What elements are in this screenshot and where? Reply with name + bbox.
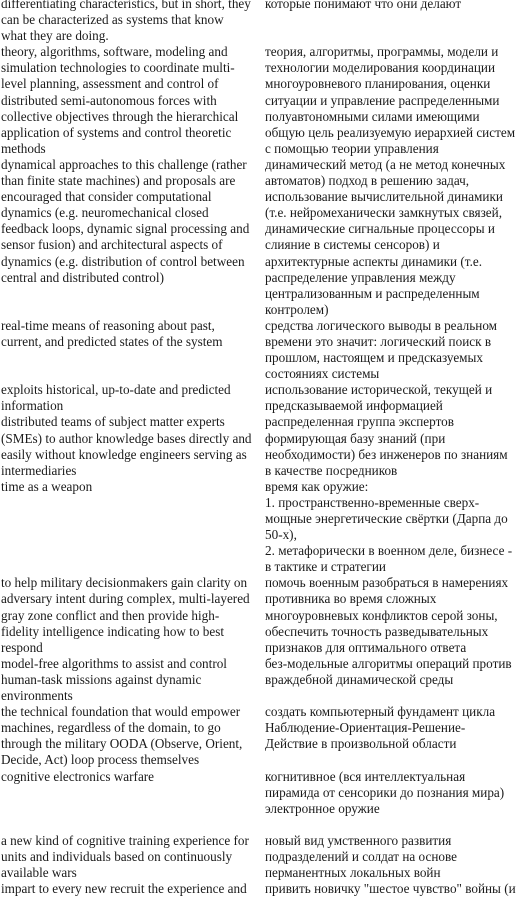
english-line: than finite state machines) and proposals are	[1, 173, 236, 189]
translation-row	[0, 575, 519, 655]
english-line: simulation technologies to coordinate multi-	[1, 60, 235, 76]
english-line	[1, 559, 255, 575]
russian-cell	[255, 769, 517, 833]
translation-row	[0, 656, 519, 704]
russian-line: электронное оружие	[265, 800, 380, 816]
english-line: machines, regardless of the domain, to go	[1, 720, 221, 736]
russian-line: распределение управления между	[265, 269, 456, 285]
russian-line: без-модельные алгоритмы операций против	[265, 655, 512, 671]
russian-line: прошлом, настоящем и предсказуемых	[265, 350, 483, 366]
russian-line: слияние в системы сенсоров) и	[265, 237, 440, 253]
russian-line: многоуровневого планирования, оценки	[265, 76, 491, 92]
english-line	[1, 511, 255, 527]
russian-line: противника во время сложных	[265, 591, 437, 607]
russian-line: время как оружие:	[265, 478, 369, 494]
russian-cell	[255, 881, 517, 897]
english-line: differentiating characteristics, but in short, they	[1, 0, 251, 11]
translation-row	[0, 0, 519, 44]
russian-cell	[255, 44, 517, 157]
russian-line: обеспечить точность разведывательных	[265, 623, 489, 639]
russian-line	[265, 817, 517, 833]
english-line: level planning, assessment and control of	[1, 76, 219, 92]
english-line	[1, 785, 255, 801]
translation-row	[0, 881, 519, 897]
russian-line: формирующая базу знаний (при	[265, 430, 446, 446]
english-line: distributed semi-autonomous forces with	[1, 92, 217, 108]
russian-cell	[255, 414, 517, 478]
russian-line: технологии моделирования координации	[265, 60, 496, 76]
english-line: dynamical approaches to this challenge (rather	[1, 156, 247, 172]
english-line: through the military OODA (Observe, Orient,	[1, 736, 243, 752]
english-line: central and distributed control)	[1, 269, 164, 285]
russian-line: использование исторической, текущей и	[265, 382, 493, 398]
russian-line: 1. пространственно-временные сверх-	[265, 494, 480, 510]
russian-line: архитектурные аспекты динамики (т.е.	[265, 253, 483, 269]
russian-line: создать компьютерный фундамент цикла	[265, 704, 496, 720]
english-cell	[0, 704, 255, 768]
english-line: collective objectives through the hierarchical	[1, 108, 239, 124]
english-cell	[0, 479, 255, 576]
russian-line: динамический метод (а не метод конечных	[265, 156, 506, 172]
translation-row	[0, 382, 519, 414]
russian-line: средства логического выводы в реальном	[265, 317, 498, 333]
russian-line: пирамида от сенсорики до познания мира)	[265, 784, 505, 800]
english-line	[1, 801, 255, 817]
russian-cell	[255, 479, 517, 576]
english-line: fidelity intelligence indicating how to best	[1, 623, 225, 639]
english-line: distributed teams of subject matter experts	[1, 414, 225, 430]
english-cell	[0, 575, 255, 655]
translation-row	[0, 704, 519, 768]
russian-line: необходимости) без инженеров по знаниям	[265, 446, 508, 462]
translation-row	[0, 318, 519, 382]
english-line: application of systems and control theoretic	[1, 124, 232, 140]
english-line: units and individuals based on continuously	[1, 848, 233, 864]
russian-line: которые понимают что они делают	[265, 0, 462, 11]
translation-row	[0, 157, 519, 318]
english-cell	[0, 44, 255, 157]
russian-line: динамические сигнальные процессоры и	[265, 221, 495, 237]
english-cell	[0, 414, 255, 478]
russian-line: с помощью теории управления	[265, 140, 439, 156]
english-line: methods	[1, 140, 46, 156]
russian-line: распределенная группа экспертов	[265, 414, 454, 430]
english-line: adversary intent during complex, multi-layered	[1, 591, 250, 607]
english-line: model-free algorithms to assist and control	[1, 655, 227, 671]
english-line	[1, 366, 255, 382]
russian-line: теория, алгоритмы, программы, модели и	[265, 44, 499, 60]
english-line: environments	[1, 688, 73, 704]
russian-line: в качестве посредников	[265, 462, 398, 478]
english-line	[1, 543, 255, 559]
russian-cell	[255, 318, 517, 382]
english-line: time as a weapon	[1, 478, 93, 494]
english-line: easily without knowledge engineers serving as	[1, 446, 247, 462]
russian-line: времени это значит: логический поиск в	[265, 333, 492, 349]
russian-cell	[255, 704, 517, 768]
english-line: Decide, Act) loop process themselves	[1, 752, 200, 768]
english-line	[1, 527, 255, 543]
english-line: feedback loops, dynamic signal processing and	[1, 221, 250, 237]
russian-cell	[255, 833, 517, 881]
english-line	[1, 817, 255, 833]
russian-line: общую цель реализуемую иерархией систем	[265, 124, 516, 140]
russian-line: подразделений и солдат на основе	[265, 848, 457, 864]
russian-cell	[255, 0, 517, 12]
english-line: human-task missions against dynamic	[1, 671, 202, 687]
translation-row	[0, 44, 519, 157]
english-line	[1, 495, 255, 511]
english-cell	[0, 769, 255, 833]
russian-line: 50-х),	[265, 527, 297, 543]
russian-line: привить новичку "шестое чувство" войны (и	[265, 881, 516, 897]
english-line: information	[1, 398, 64, 414]
english-line: to help military decisionmakers gain clarity on	[1, 575, 248, 591]
english-line: intermediaries	[1, 462, 77, 478]
russian-line: в тактике и стратегии	[265, 559, 386, 575]
russian-cell	[255, 157, 517, 318]
russian-line: предсказываемой информацией	[265, 398, 443, 414]
russian-line	[265, 688, 517, 704]
english-line: cognitive electronics warfare	[1, 768, 155, 784]
english-cell	[0, 656, 255, 704]
russian-line: состояниях системы	[265, 366, 380, 382]
translation-row	[0, 414, 519, 478]
english-line	[1, 286, 255, 302]
russian-line: Наблюдение-Ориентация-Решение-	[265, 720, 466, 736]
english-line: available wars	[1, 865, 77, 881]
english-line: impart to every new recruit the experience and	[1, 881, 247, 897]
russian-line: автоматов) подход в решению задач,	[265, 173, 470, 189]
russian-line: централизованным и распределенным	[265, 285, 480, 301]
english-line: dynamics (e.g. neuromechanical closed	[1, 205, 209, 221]
english-cell	[0, 157, 255, 302]
russian-cell	[255, 656, 517, 704]
russian-line	[265, 752, 517, 768]
russian-line: полуавтономными силами имеющими	[265, 108, 480, 124]
english-line: respond	[1, 639, 43, 655]
english-cell	[0, 881, 255, 897]
russian-line: помочь военным разобраться в намерениях	[265, 575, 509, 591]
english-line: real-time means of reasoning about past,	[1, 317, 215, 333]
english-cell	[0, 318, 255, 382]
russian-line: признаков для оптимального ответа	[265, 639, 467, 655]
english-line	[1, 350, 255, 366]
english-line: can be characterized as systems that know	[1, 12, 224, 28]
russian-cell	[255, 382, 517, 414]
translation-row	[0, 833, 519, 881]
russian-line: новый вид умственного развития	[265, 832, 452, 848]
english-line: a new kind of cognitive training experience for	[1, 832, 249, 848]
english-cell	[0, 382, 255, 414]
russian-line: враждебной динамической среды	[265, 671, 454, 687]
russian-line: когнитивное (вся интеллектуальная	[265, 768, 466, 784]
russian-line: (т.е. нейромеханически замкнутых связей,	[265, 205, 503, 221]
russian-line: мощные энергетические свёртки (Дарпа до	[265, 511, 508, 526]
english-line: sensor fusion) and architectural aspects of	[1, 237, 223, 253]
english-line: exploits historical, up-to-date and predicted	[1, 382, 231, 398]
english-line: dynamics (e.g. distribution of control between	[1, 253, 245, 269]
english-line: the technical foundation that would empower	[1, 704, 241, 720]
english-line: encouraged that consider computational	[1, 189, 212, 205]
english-cell	[0, 833, 255, 881]
english-line: (SMEs) to author knowledge bases directly and	[1, 430, 252, 446]
russian-line: контролем)	[265, 301, 329, 317]
english-line: theory, algorithms, software, modeling and	[1, 44, 228, 60]
russian-line: многоуровневых конфликтов серой зоны,	[265, 607, 498, 623]
english-line: gray zone conflict and then provide high-	[1, 607, 220, 623]
russian-cell	[255, 575, 517, 655]
translation-row	[0, 479, 519, 576]
english-cell	[0, 0, 255, 44]
english-line: what they are doing.	[1, 28, 109, 44]
russian-line: ситуации и управление распределенными	[265, 92, 500, 108]
english-line: current, and predicted states of the system	[1, 333, 223, 349]
russian-line: Действие в произвольной области	[265, 736, 457, 752]
translation-row	[0, 769, 519, 833]
russian-line: 2. метафорически в военном деле, бизнесе -	[265, 543, 513, 559]
russian-line: использование вычислительной динамики	[265, 189, 503, 205]
russian-line: перманентных локальных войн	[265, 865, 441, 881]
